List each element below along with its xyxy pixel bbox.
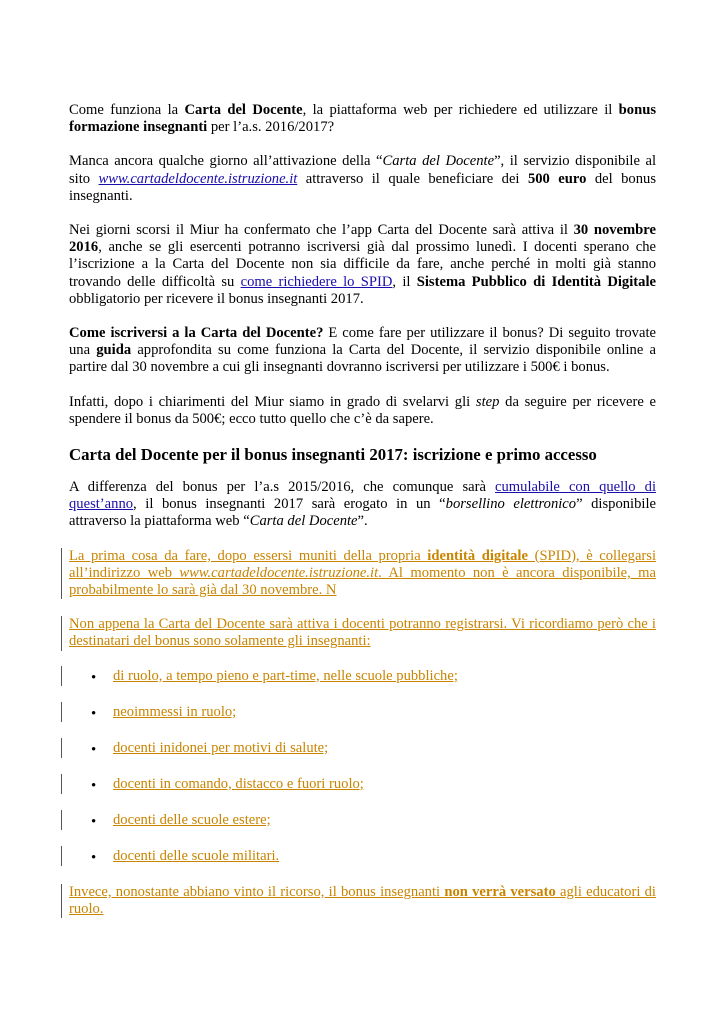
change-bar (61, 702, 62, 722)
text: ” disponibile attraverso la piattaforma web “ (69, 496, 656, 530)
text: ”. (357, 513, 368, 530)
bold-text: 500 euro (527, 170, 587, 187)
text: , il bonus insegnanti 2017 sarà erogato in un “ (133, 496, 446, 513)
bullet-icon: • (91, 777, 97, 794)
text: E come fare per utilizzare il bonus? Di seguito trovate una (69, 325, 656, 359)
site-link-text: www.cartadeldocente.istruzione.it (98, 170, 298, 187)
text: approfondita su come funziona la Carta del Docente, il servizio disponibile online a partire dal 30 novembre a cui gli insegnanti dovranno iscriversi per utilizzare i 500€ i bonus. (69, 342, 656, 376)
text: per l’a.s. 2016/2017? (207, 119, 335, 136)
document-page (69, 102, 656, 935)
list-item (69, 740, 656, 776)
tracked-first-step-paragraph (69, 548, 656, 600)
list-item-text: docenti delle scuole militari. (113, 847, 280, 864)
bold-text: 30 novembre 2016 (69, 222, 656, 256)
difference-paragraph (69, 479, 656, 531)
change-bar (61, 774, 62, 794)
bold-text: non verrà versato (444, 883, 556, 900)
list-item (69, 848, 656, 884)
bullet-icon: • (91, 741, 97, 758)
list-item-text: neoimmessi in ruolo; (113, 703, 237, 720)
text: del bonus insegnanti. (69, 170, 656, 204)
change-bar (61, 548, 62, 600)
text: (SPID), è collegarsi all’indirizzo web (69, 547, 657, 581)
bullet-icon: • (91, 813, 97, 830)
change-bar (61, 846, 62, 866)
text: , la piattaforma web per richiedere ed utilizzare il (302, 102, 619, 118)
tracked-closing-paragraph (69, 884, 656, 918)
miur-paragraph (69, 222, 656, 308)
bold-text: bonus formazione insegnanti (69, 102, 656, 136)
recipients-list (69, 668, 656, 884)
list-item-text: di ruolo, a tempo pieno e part-time, nelle scuole pubbliche; (113, 667, 458, 684)
italic-text: Carta del Docente (249, 513, 358, 530)
section-heading: Carta del Docente per il bonus insegnanti 2017: iscrizione e primo accesso (69, 445, 597, 465)
text: Come funziona la (69, 102, 185, 118)
text: Invece, nonostante abbiano vinto il ricorso, il bonus insegnanti (69, 883, 445, 900)
text: ”, il servizio disponibile al sito (69, 153, 656, 187)
change-bar (61, 666, 62, 686)
text: Non appena la Carta del Docente sarà attiva i docenti potranno registrarsi. Vi ricordiamo però che i destinatari del bonus sono solamente gli insegnanti: (69, 616, 656, 650)
change-bar (61, 616, 62, 650)
list-item (69, 668, 656, 704)
list-item (69, 812, 656, 848)
site-link[interactable] (179, 565, 378, 581)
bold-text: Sistema Pubblico di Identità Digitale (416, 273, 656, 290)
change-bar (61, 884, 62, 918)
bold-text: Carta del Docente (184, 102, 303, 118)
list-item (69, 776, 656, 812)
activation-paragraph (69, 153, 656, 205)
list-item-text: docenti inidonei per motivi di salute; (113, 739, 329, 756)
bold-text: guida (96, 342, 132, 359)
text: La prima cosa da fare, dopo essersi muniti della propria (69, 547, 428, 564)
spid-link[interactable]: come richiedere lo SPID (240, 273, 393, 290)
text: Manca ancora qualche giorno all’attivazione della “ (69, 153, 383, 170)
italic-text: step (475, 393, 500, 410)
change-bar (61, 810, 62, 830)
text: . Al momento non è ancora disponibile, ma probabilmente lo sarà già dal 30 novembre. N (69, 564, 656, 599)
bullet-icon: • (91, 849, 97, 866)
list-item-text: docenti in comando, distacco e fuori ruolo; (113, 775, 364, 792)
text: A differenza del bonus per l’a.s 2015/2016, che comunque sarà (69, 479, 496, 496)
intro-paragraph (69, 102, 656, 136)
text: , anche se gli esercenti potranno iscriversi già dal prossimo lunedì. I docenti sperano che l’iscrizione a la Carta del Docente non sia difficile da fare, anche perché in molti già stanno trovando delle difficoltà su (69, 239, 656, 290)
italic-text: borsellino elettronico (445, 496, 577, 513)
tracked-recipients-paragraph (69, 616, 656, 650)
bold-text: Come iscriversi a la Carta del Docente? (69, 325, 324, 342)
bold-text: identità digitale (427, 547, 528, 564)
text: Nei giorni scorsi il Miur ha confermato che l’app Carta del Docente sarà attiva il (69, 222, 574, 239)
text: , il (392, 273, 417, 290)
site-link[interactable] (99, 171, 298, 187)
text: obbligatorio per ricevere il bonus insegnanti 2017. (69, 290, 364, 307)
site-link-text: www.cartadeldocente.istruzione.it (179, 564, 379, 581)
text: attraverso il quale beneficiare dei (297, 170, 528, 187)
steps-paragraph (69, 394, 656, 428)
list-item (69, 704, 656, 740)
bullet-icon: • (91, 669, 97, 686)
italic-text: Carta del Docente (382, 153, 495, 170)
bullet-icon: • (91, 705, 97, 722)
list-item-text: docenti delle scuole estere; (113, 811, 271, 828)
text: Infatti, dopo i chiarimenti del Miur siamo in grado di svelarvi gli (69, 393, 476, 410)
cumulabile-link[interactable]: cumulabile con quello di quest’anno (69, 479, 656, 513)
text: agli educatori di ruolo. (69, 883, 656, 917)
change-bar (61, 738, 62, 758)
text: da seguire per ricevere e spendere il bonus da 500€; ecco tutto quello che c’è da sapere. (69, 393, 656, 427)
guide-paragraph (69, 325, 656, 377)
